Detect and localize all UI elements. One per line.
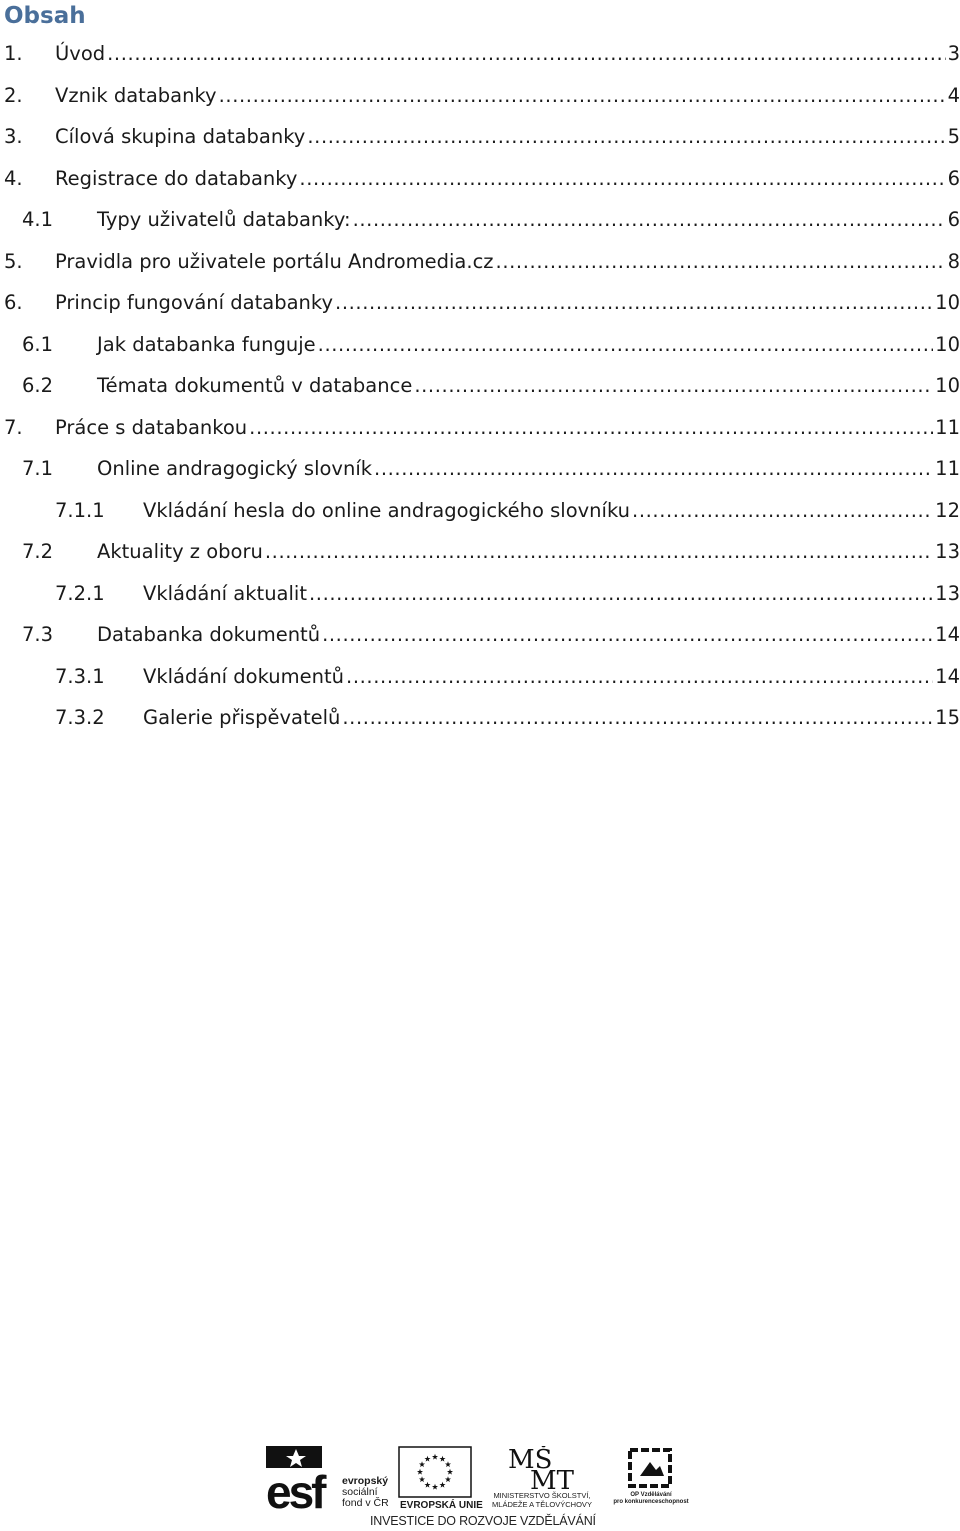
- toc-dot-leader: [342, 706, 933, 729]
- toc-entry[interactable]: [4, 282, 960, 324]
- toc-dot-leader: [374, 457, 933, 480]
- toc-entry-page: 10: [935, 332, 960, 356]
- toc-entry-label: Registrace do databanky: [55, 166, 298, 190]
- toc-dot-leader: [299, 167, 945, 190]
- toc-entry[interactable]: [22, 324, 960, 366]
- toc-entry-number: 7.1: [22, 457, 54, 481]
- toc-entry-label: Vznik databanky: [55, 83, 217, 107]
- msmt-line-1: MINISTERSTVO ŠKOLSTVÍ,: [493, 1491, 591, 1500]
- toc-entry[interactable]: [22, 365, 960, 407]
- toc-entry[interactable]: [55, 656, 960, 698]
- toc-entry-number: 7.1.1: [55, 498, 105, 522]
- toc-entry-label: Online andragogický slovník: [97, 457, 373, 481]
- op-line-1: OP Vzdělávání: [630, 1492, 672, 1498]
- toc-dot-leader: [335, 291, 933, 314]
- toc-entry-number: 6.: [4, 291, 23, 315]
- toc-entry-page: 6: [947, 166, 960, 190]
- toc-entry-label: Princip fungování databanky: [55, 291, 334, 315]
- toc-entry-number: 7.3: [22, 623, 54, 647]
- toc-entry-number: 3.: [4, 125, 23, 149]
- toc-entry-page: 6: [947, 208, 960, 232]
- toc-entry[interactable]: [55, 490, 960, 532]
- toc-entry-number: 7.: [4, 415, 23, 439]
- msmt-logo: [478, 1446, 606, 1510]
- toc-entry-label: Aktuality z oboru: [97, 540, 263, 564]
- esf-line-3: fond v ČR: [342, 1497, 389, 1509]
- toc-entry[interactable]: [55, 573, 960, 615]
- toc-entry-page: 13: [935, 540, 960, 564]
- toc-entry-number: 6.1: [22, 332, 54, 356]
- toc-entry-page: 15: [935, 706, 960, 730]
- toc-entry-page: 3: [947, 42, 960, 66]
- footer-tagline: INVESTICE DO ROZVOJE VZDĚLÁVÁNÍ: [370, 1514, 596, 1528]
- toc-entry-label: Galerie přispěvatelů: [143, 706, 341, 730]
- toc-dot-leader: [632, 499, 933, 522]
- toc-entry[interactable]: [22, 614, 960, 656]
- toc-dot-leader: [219, 84, 946, 107]
- toc-entry-label: Témata dokumentů v databance: [97, 374, 413, 398]
- toc-entry[interactable]: [22, 199, 960, 241]
- eu-label: EVROPSKÁ UNIE: [400, 1500, 483, 1511]
- toc-dot-leader: [309, 582, 933, 605]
- page-title: Obsah: [4, 3, 86, 29]
- toc-entry-number: 7.3.1: [55, 664, 105, 688]
- toc-entry-label: Jak databanka funguje: [97, 332, 316, 356]
- op-line-2: pro konkurenceschopnost: [613, 1499, 689, 1505]
- toc-entry-page: 11: [935, 415, 960, 439]
- toc-entry-page: 13: [935, 581, 960, 605]
- toc-entry-page: 14: [935, 623, 960, 647]
- toc-dot-leader: [414, 374, 933, 397]
- toc-dot-leader: [346, 665, 933, 688]
- toc-dot-leader: [265, 540, 933, 563]
- toc-entry[interactable]: [4, 407, 960, 449]
- toc-entry-number: 7.2: [22, 540, 54, 564]
- esf-logo: [266, 1446, 396, 1510]
- toc-entry-label: Vkládání dokumentů: [143, 664, 345, 688]
- toc-dot-leader: [307, 125, 945, 148]
- esf-line-2: sociální: [342, 1486, 378, 1498]
- toc-dot-leader: [353, 208, 946, 231]
- toc-entry[interactable]: [4, 75, 960, 117]
- svg-text:MT: MT: [530, 1466, 574, 1490]
- msmt-line-2: MLÁDEŽE A TĚLOVÝCHOVY: [492, 1500, 592, 1509]
- toc-entry-label: Pravidla pro uživatele portálu Andromedia.cz: [55, 249, 494, 273]
- toc-entry-label: Cílová skupina databanky: [55, 125, 306, 149]
- toc-dot-leader: [322, 623, 933, 646]
- eu-flag-icon: [398, 1446, 472, 1498]
- toc-entry[interactable]: [4, 116, 960, 158]
- svg-text:esf: esf: [266, 1466, 324, 1510]
- toc-entry-number: 5.: [4, 249, 23, 273]
- toc-entry-number: 7.2.1: [55, 581, 105, 605]
- svg-text:MŠ: MŠ: [508, 1446, 553, 1475]
- toc-entry-page: 12: [935, 498, 960, 522]
- toc-entry-label: Úvod: [55, 42, 106, 66]
- toc-entry-page: 8: [947, 249, 960, 273]
- toc-dot-leader: [107, 42, 945, 65]
- toc-entry-number: 1.: [4, 42, 23, 66]
- toc-entry-number: 7.3.2: [55, 706, 105, 730]
- eu-logo: [398, 1446, 483, 1511]
- esf-mark-icon: [266, 1446, 342, 1510]
- toc-entry-page: 10: [935, 374, 960, 398]
- toc-dot-leader: [318, 333, 934, 356]
- toc-entry[interactable]: [4, 241, 960, 283]
- toc-entry-label: Typy uživatelů databanky:: [97, 208, 351, 232]
- toc-entry[interactable]: [22, 448, 960, 490]
- toc-entry[interactable]: [22, 531, 960, 573]
- toc-entry-number: 2.: [4, 83, 23, 107]
- toc-entry[interactable]: [4, 33, 960, 75]
- toc-entry-label: Vkládání aktualit: [143, 581, 307, 605]
- toc-entry-page: 14: [935, 664, 960, 688]
- toc-entry-label: Databanka dokumentů: [97, 623, 321, 647]
- toc-entry-number: 6.2: [22, 374, 54, 398]
- toc-entry-page: 10: [935, 291, 960, 315]
- toc-entry-label: Vkládání hesla do online andragogického slovníku: [143, 498, 631, 522]
- toc-dot-leader: [249, 416, 933, 439]
- toc-entry-label: Práce s databankou: [55, 415, 248, 439]
- toc-entry-page: 11: [935, 457, 960, 481]
- toc-entry[interactable]: [4, 158, 960, 200]
- toc-entry-number: 4.1: [22, 208, 54, 232]
- toc-dot-leader: [496, 250, 946, 273]
- esf-line-1: evropský: [342, 1475, 389, 1487]
- toc-entry[interactable]: [55, 697, 960, 739]
- op-logo: [608, 1446, 694, 1510]
- op-mark-icon: [608, 1446, 694, 1490]
- toc-entry-number: 4.: [4, 166, 23, 190]
- msmt-mark-icon: [478, 1446, 606, 1490]
- toc-entry-page: 5: [947, 125, 960, 149]
- toc-entry-page: 4: [947, 83, 960, 107]
